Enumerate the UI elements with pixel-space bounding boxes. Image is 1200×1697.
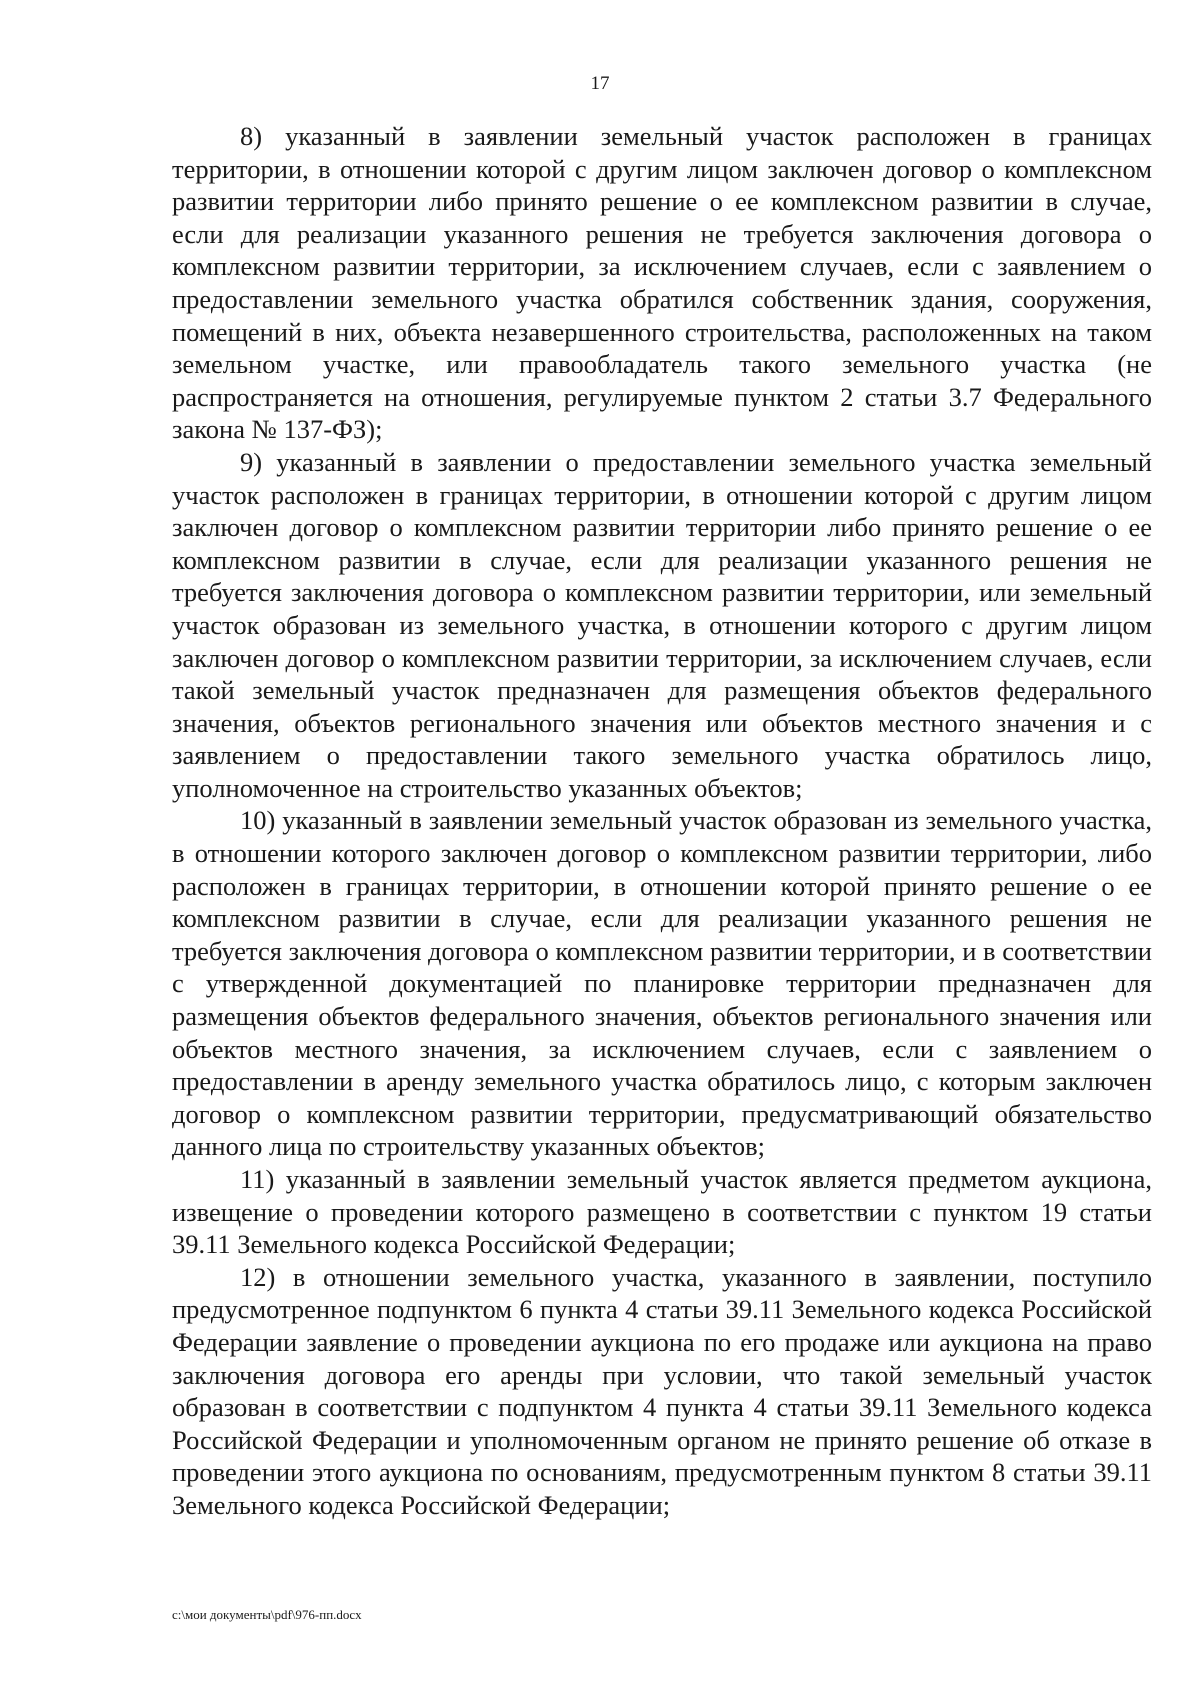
- paragraph-item-9: 9) указанный в заявлении о предоставлении земельного участка земельный участок расположен в границах территории, в отношении которой с другим лицом заключен договор о комплексном развитии территории либо принято решение о ее комплексном развитии в случае, если для реализации указанного решения не требуется заключения договора о комплексном развитии территории, или земельный участок образован из земельного участка, в отношении которого с другим лицом заключен договор о комплексном развитии территории, за исключением случаев, если такой земельный участок предназначен для размещения объектов федерального значения, объектов регионального значения или объектов местного значения и с заявлением о предоставлении такого земельного участка обратилось лицо, уполномоченное на строительство указанных объектов;: [172, 446, 1152, 803]
- paragraph-item-10: 10) указанный в заявлении земельный участок образован из земельного участка, в отношении которого заключен договор о комплексном развитии территории, либо расположен в границах территории, в отношении которой принято решение о ее комплексном развитии в случае, если для реализации указанного решения не требуется заключения договора о комплексном развитии территории, и в соответствии с утвержденной документацией по планировке территории предназначен для размещения объектов федерального значения, объектов регионального значения или объектов местного значения, за исключением случаев, если с заявлением о предоставлении в аренду земельного участка обратилось лицо, с которым заключен договор о комплексном развитии территории, предусматривающий обязательство данного лица по строительству указанных объектов;: [172, 805, 1152, 1162]
- footer-file-path: c:\мои документы\pdf\976-пп.docx: [172, 1607, 362, 1622]
- paragraph-item-11: 11) указанный в заявлении земельный участок является предметом аукциона, извещение о проведении которого размещено в соответствии с пунктом 19 статьи 39.11 Земельного кодекса Российской Федерации;: [172, 1164, 1152, 1260]
- document-body: [172, 120, 1152, 1522]
- paragraph-item-8: 8) указанный в заявлении земельный участок расположен в границах территории, в отношении которой с другим лицом заключен договор о комплексном развитии территории либо принято решение о ее комплексном развитии в случае, если для реализации указанного решения не требуется заключения договора о комплексном развитии территории, за исключением случаев, если с заявлением о предоставлении земельного участка обратился собственник здания, сооружения, помещений в них, объекта незавершенного строительства, расположенных на таком земельном участке, или правообладатель такого земельного участка (не распространяется на отношения, регулируемые пунктом 2 статьи 3.7 Федерального закона № 137-ФЗ);: [172, 121, 1152, 445]
- page-number: 17: [590, 73, 610, 94]
- paragraph-item-12: 12) в отношении земельного участка, указанного в заявлении, поступило предусмотренное подпунктом 6 пункта 4 статьи 39.11 Земельного кодекса Российской Федерации заявление о проведении аукциона по его продаже или аукциона на право заключения договора его аренды при условии, что такой земельный участок образован в соответствии с подпунктом 4 пункта 4 статьи 39.11 Земельного кодекса Российской Федерации и уполномоченным органом не принято решение об отказе в проведении этого аукциона по основаниям, предусмотренным пунктом 8 статьи 39.11 Земельного кодекса Российской Федерации;: [172, 1261, 1152, 1520]
